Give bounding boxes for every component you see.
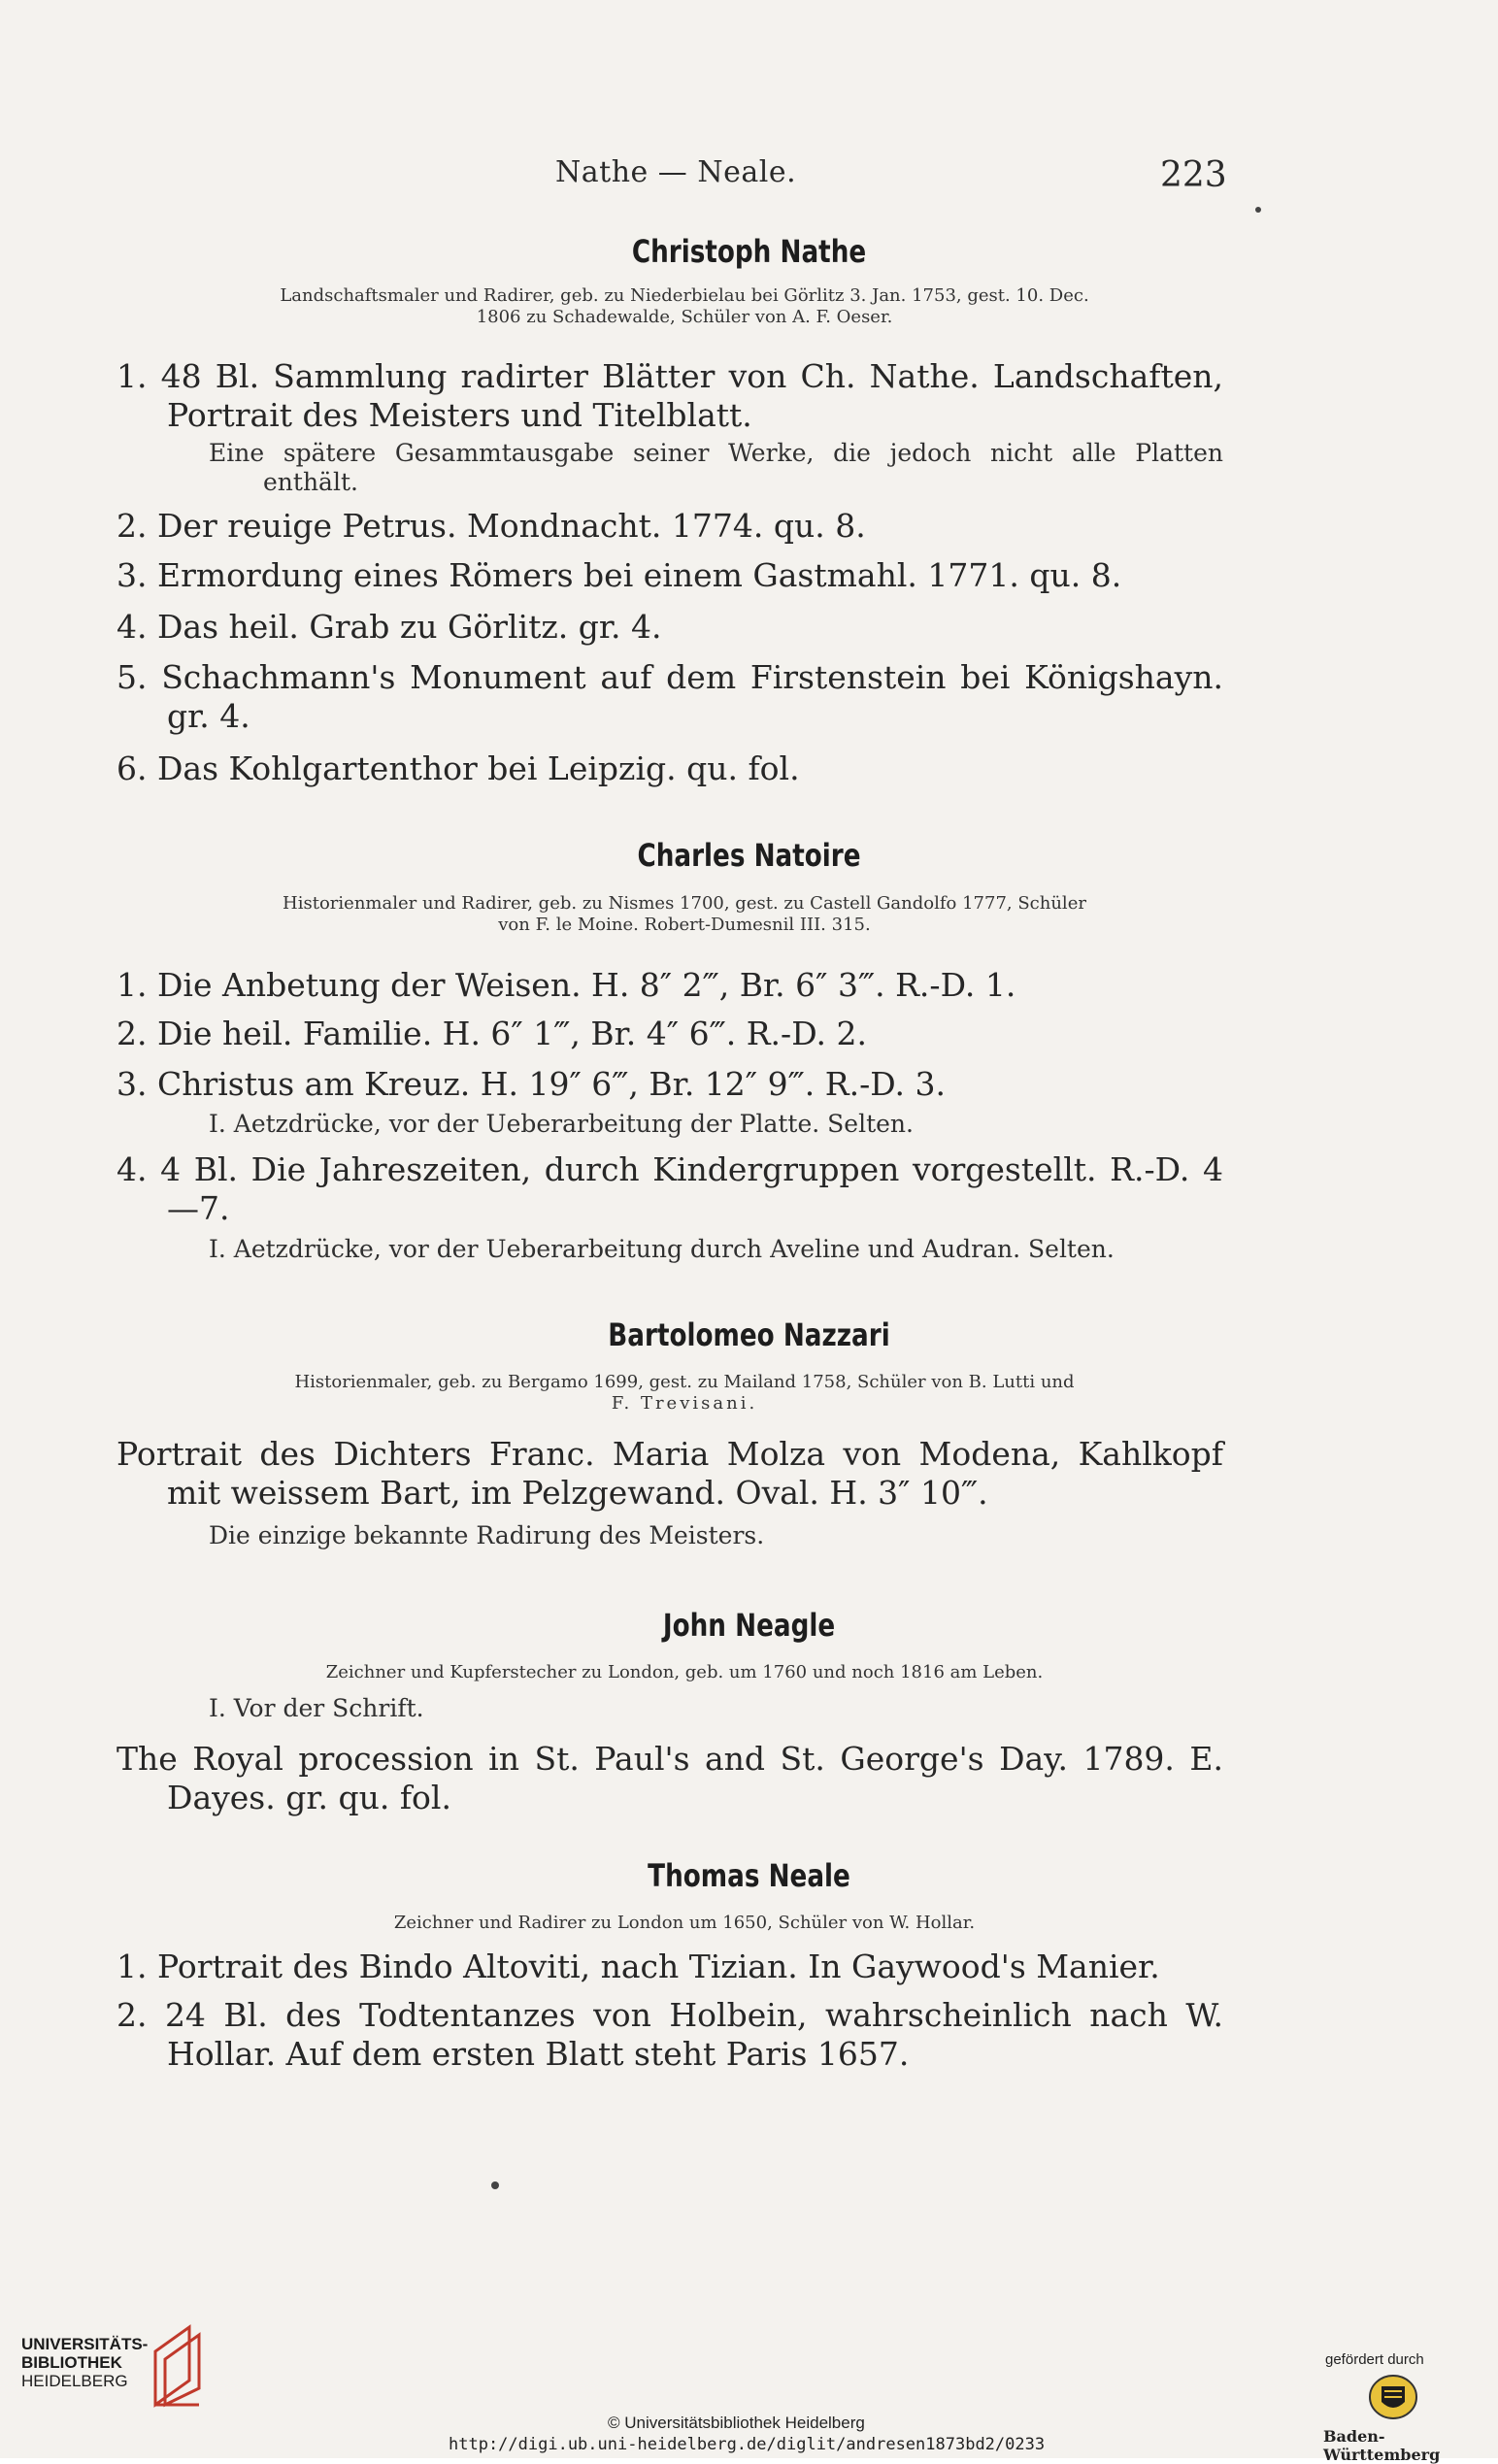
copyright-notice: © Universitätsbibliothek Heidelberg (608, 2414, 865, 2432)
bio-line: Zeichner und Kupferstecher zu London, geb. um 1760 und noch 1816 am Leben. (325, 1662, 1044, 1682)
artist-heading-neagle: John Neagle (662, 1607, 836, 1644)
bio-natoire (155, 893, 1214, 936)
note-natoire-3: I. Aetzdrücke, vor der Ueberarbeitung der Platte. Selten. (209, 1110, 914, 1138)
library-line: UNIVERSITÄTS- (21, 2335, 149, 2353)
page-number: 223 (1160, 155, 1227, 195)
entry-natoire-4 (117, 1150, 1223, 1228)
bio-line: Historienmaler, geb. zu Bergamo 1699, gest. zu Mailand 1758, Schüler von B. Lutti und (294, 1372, 1075, 1392)
library-logo-icon (146, 2322, 214, 2410)
entry-nazzari-1 (117, 1435, 1223, 1513)
bio-line: 1806 zu Schadewalde, Schüler von A. F. Oeser. (476, 307, 893, 327)
permalink-url[interactable]: http://digi.ub.uni-heidelberg.de/diglit/andresen1873bd2/0233 (449, 2435, 1046, 2454)
entry-text: 5. Schachmann's Monument auf dem Firstenstein bei Königshayn. gr. 4. (117, 658, 1223, 735)
entry-natoire-1: 1. Die Anbetung der Weisen. H. 8″ 2‴, Br. 6″ 3‴. R.-D. 1. (117, 966, 1016, 1004)
sponsor-label: gefördert durch (1325, 2351, 1424, 2368)
entry-nathe-2: 2. Der reuige Petrus. Mondnacht. 1774. qu. 8. (117, 507, 866, 545)
entry-neale-1: 1. Portrait des Bindo Altoviti, nach Tizian. In Gaywood's Manier. (117, 1948, 1160, 1985)
artist-heading-nathe: Christoph Nathe (631, 233, 867, 270)
bio-line: F. Trevisani. (611, 1393, 758, 1414)
note-natoire-4: I. Aetzdrücke, vor der Ueberarbeitung durch Aveline und Audran. Selten. (209, 1235, 1115, 1263)
entry-text: Portrait des Dichters Franc. Maria Molza von Modena, Kahlkopf mit weissem Bart, im Pelzgewand. Oval. H. 3″ 10‴. (117, 1435, 1223, 1512)
artist-heading-natoire: Charles Natoire (637, 837, 861, 874)
entry-text: The Royal procession in St. Paul's and St. George's Day. 1789. E. Dayes. gr. qu. fol. (117, 1740, 1223, 1816)
entry-nathe-1 (117, 357, 1223, 435)
entry-natoire-3: 3. Christus am Kreuz. H. 19″ 6‴, Br. 12″ 9‴. R.-D. 3. (117, 1065, 946, 1103)
bio-line: von F. le Moine. Robert-Dumesnil III. 315. (498, 915, 871, 935)
note-nazzari-1: Die einzige bekannte Radirung des Meisters. (209, 1521, 765, 1549)
library-line: BIBLIOTHEK (21, 2353, 122, 2372)
bio-line: Historienmaler und Radirer, geb. zu Nismes 1700, gest. zu Castell Gandolfo 1777, Schüler (283, 893, 1086, 914)
bio-neagle (155, 1662, 1214, 1683)
entry-natoire-2: 2. Die heil. Familie. H. 6″ 1‴, Br. 4″ 6‴. R.-D. 2. (117, 1015, 867, 1052)
state-neagle: I. Vor der Schrift. (209, 1694, 424, 1722)
note-text: Eine spätere Gesammtausgabe seiner Werke, die jedoch nicht alle Platten enthält. (209, 439, 1223, 496)
speck-mark (1255, 207, 1261, 213)
library-line: HEIDELBERG (21, 2372, 128, 2390)
running-head: Nathe — Neale. (555, 155, 797, 189)
entry-nathe-6: 6. Das Kohlgartenthor bei Leipzig. qu. fol. (117, 749, 800, 787)
bio-nazzari (155, 1372, 1214, 1415)
sponsor-name: Baden-Württemberg (1323, 2427, 1441, 2464)
entry-text: 4. 4 Bl. Die Jahreszeiten, durch Kindergruppen vorgestellt. R.-D. 4—7. (117, 1150, 1223, 1227)
entry-neale-2 (117, 1996, 1223, 2074)
bio-neale (155, 1913, 1214, 1934)
bio-line: Zeichner und Radirer zu London um 1650, Schüler von W. Hollar. (393, 1913, 976, 1933)
entry-text: 1. 48 Bl. Sammlung radirter Blätter von Ch. Nathe. Landschaften, Portrait des Meisters und Titelblatt. (117, 357, 1223, 434)
note-nathe-1 (209, 439, 1223, 497)
entry-text: 2. 24 Bl. des Todtentanzes von Holbein, wahrscheinlich nach W. Hollar. Auf dem ersten Blatt steht Paris 1657. (117, 1996, 1223, 2073)
bio-nathe (155, 285, 1214, 328)
bio-line: Landschaftsmaler und Radirer, geb. zu Niederbielau bei Görlitz 3. Jan. 1753, gest. 10. Dec. (280, 285, 1089, 306)
library-logo-text (21, 2335, 148, 2390)
entry-nathe-4: 4. Das heil. Grab zu Görlitz. gr. 4. (117, 608, 662, 646)
entry-nathe-3: 3. Ermordung eines Römers bei einem Gastmahl. 1771. qu. 8. (117, 556, 1122, 594)
coat-of-arms-icon (1367, 2373, 1419, 2421)
entry-nathe-5 (117, 658, 1223, 736)
artist-heading-neale: Thomas Neale (648, 1857, 850, 1894)
artist-heading-nazzari: Bartolomeo Nazzari (608, 1316, 890, 1353)
entry-neagle-1 (117, 1740, 1223, 1817)
speck-mark (491, 2181, 499, 2189)
